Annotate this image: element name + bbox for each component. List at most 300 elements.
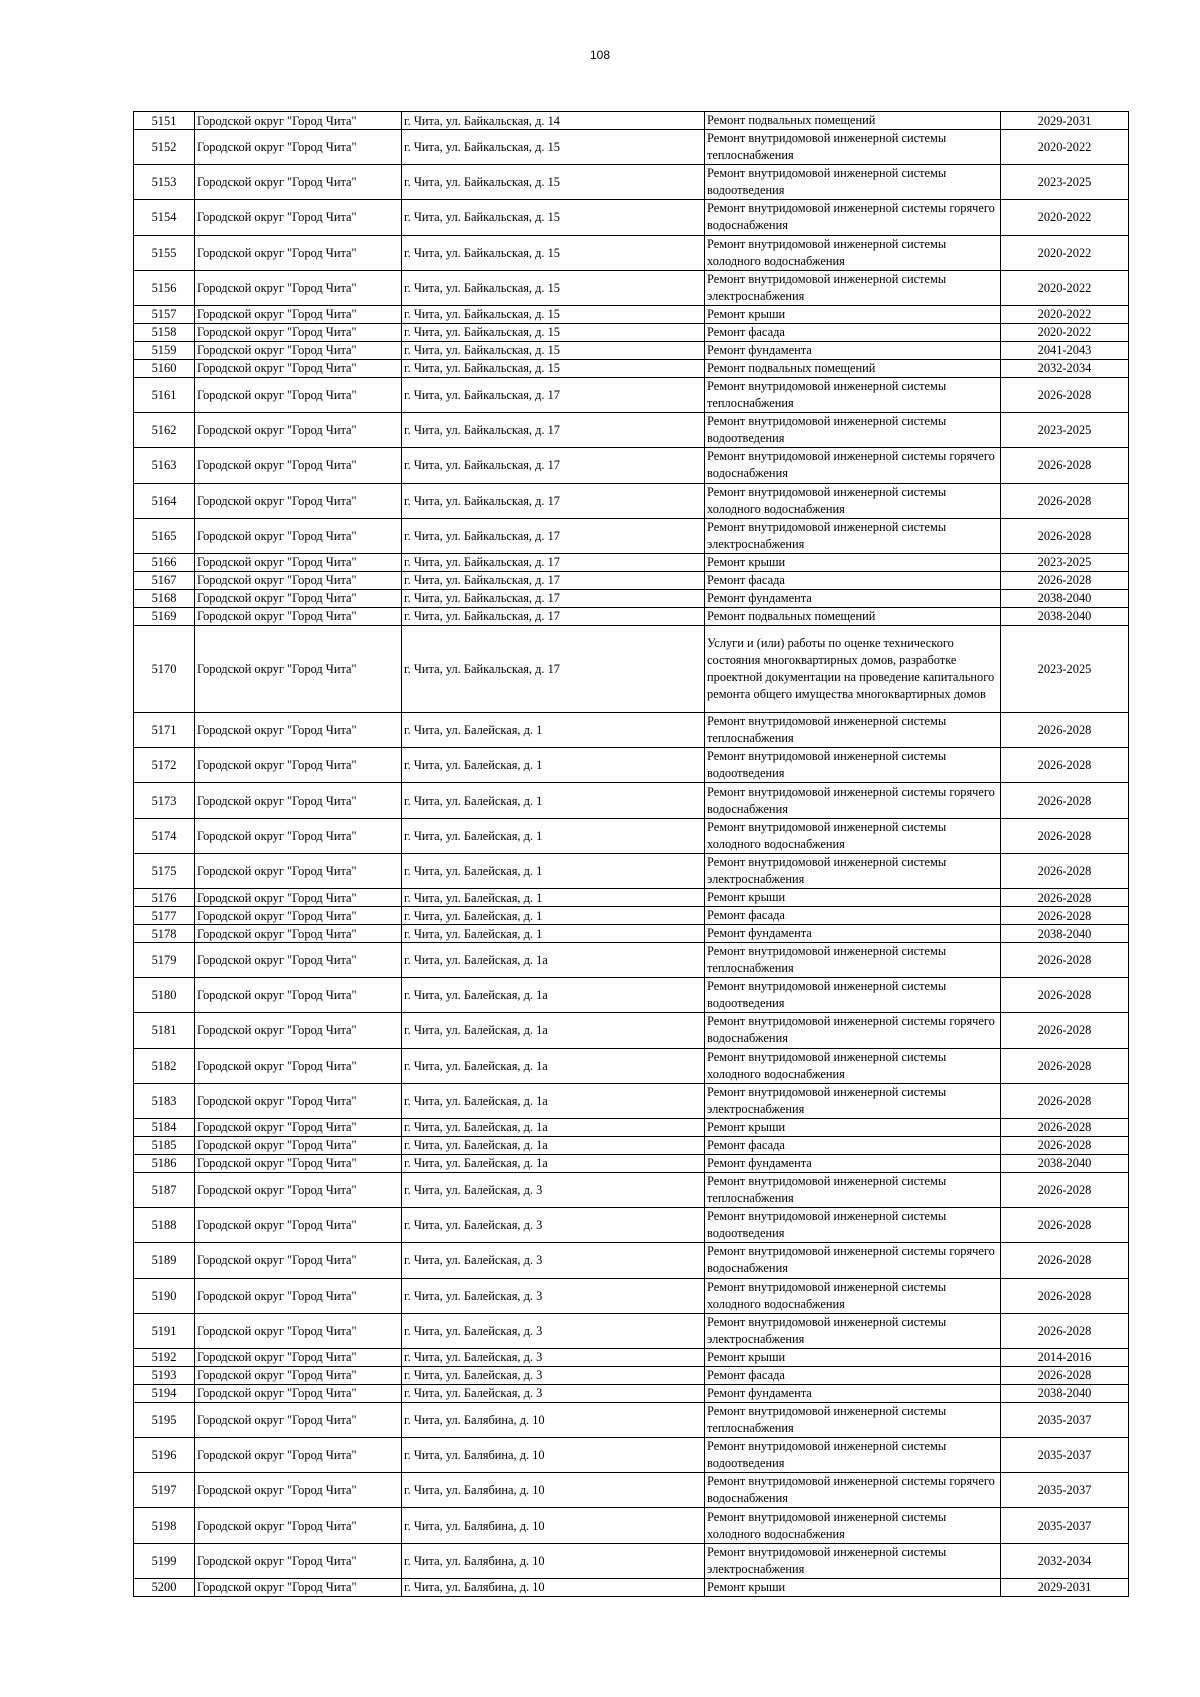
- period-cell: 2026-2028: [1001, 907, 1129, 925]
- municipality-cell: Городской округ "Город Чита": [195, 783, 402, 818]
- row-number-cell: 5184: [134, 1118, 195, 1136]
- address-cell: г. Чита, ул. Балейская, д. 1: [402, 925, 705, 943]
- address-cell: г. Чита, ул. Байкальская, д. 17: [402, 413, 705, 448]
- municipality-cell: Городской округ "Город Чита": [195, 1243, 402, 1278]
- row-number-cell: 5181: [134, 1013, 195, 1048]
- period-cell: 2038-2040: [1001, 607, 1129, 625]
- municipality-cell: Городской округ "Город Чита": [195, 1154, 402, 1172]
- table-row: [134, 448, 1129, 483]
- address-cell: г. Чита, ул. Балейская, д. 1: [402, 818, 705, 853]
- period-cell: 2026-2028: [1001, 943, 1129, 978]
- address-cell: г. Чита, ул. Балейская, д. 1а: [402, 1136, 705, 1154]
- address-cell: г. Чита, ул. Балейская, д. 1а: [402, 1154, 705, 1172]
- address-cell: г. Чита, ул. Балейская, д. 1а: [402, 1083, 705, 1118]
- work-type-cell: Ремонт внутридомовой инженерной системы холодного водоснабжения: [705, 1048, 1001, 1083]
- address-cell: г. Чита, ул. Балейская, д. 3: [402, 1348, 705, 1366]
- municipality-cell: Городской округ "Город Чита": [195, 978, 402, 1013]
- period-cell: 2035-2037: [1001, 1473, 1129, 1508]
- period-cell: 2026-2028: [1001, 483, 1129, 518]
- municipality-cell: Городской округ "Город Чита": [195, 112, 402, 130]
- row-number-cell: 5186: [134, 1154, 195, 1172]
- period-cell: 2026-2028: [1001, 713, 1129, 748]
- address-cell: г. Чита, ул. Балейская, д. 1а: [402, 1048, 705, 1083]
- table-row: [134, 1013, 1129, 1048]
- table-row: [134, 270, 1129, 305]
- address-cell: г. Чита, ул. Байкальская, д. 17: [402, 483, 705, 518]
- address-cell: г. Чита, ул. Балябина, д. 10: [402, 1438, 705, 1473]
- row-number-cell: 5156: [134, 270, 195, 305]
- period-cell: 2020-2022: [1001, 200, 1129, 235]
- table-row: [134, 818, 1129, 853]
- work-type-cell: Ремонт внутридомовой инженерной системы горячего водоснабжения: [705, 1013, 1001, 1048]
- municipality-cell: Городской округ "Город Чита": [195, 1013, 402, 1048]
- period-cell: 2026-2028: [1001, 1136, 1129, 1154]
- municipality-cell: Городской округ "Город Чита": [195, 1384, 402, 1402]
- municipality-cell: Городской округ "Город Чита": [195, 1366, 402, 1384]
- row-number-cell: 5151: [134, 112, 195, 130]
- table-row: [134, 748, 1129, 783]
- municipality-cell: Городской округ "Город Чита": [195, 270, 402, 305]
- table-row: [134, 1243, 1129, 1278]
- municipality-cell: Городской округ "Город Чита": [195, 925, 402, 943]
- period-cell: 2026-2028: [1001, 1278, 1129, 1313]
- row-number-cell: 5175: [134, 853, 195, 888]
- address-cell: г. Чита, ул. Балейская, д. 3: [402, 1278, 705, 1313]
- work-type-cell: Ремонт внутридомовой инженерной системы теплоснабжения: [705, 377, 1001, 412]
- work-type-cell: Ремонт фасада: [705, 907, 1001, 925]
- period-cell: 2026-2028: [1001, 978, 1129, 1013]
- table-row: [134, 1083, 1129, 1118]
- municipality-cell: Городской округ "Город Чита": [195, 1313, 402, 1348]
- address-cell: г. Чита, ул. Балейская, д. 1: [402, 889, 705, 907]
- address-cell: г. Чита, ул. Байкальская, д. 17: [402, 377, 705, 412]
- municipality-cell: Городской округ "Город Чита": [195, 1473, 402, 1508]
- work-type-cell: Ремонт фасада: [705, 571, 1001, 589]
- table-row: [134, 889, 1129, 907]
- address-cell: г. Чита, ул. Байкальская, д. 17: [402, 571, 705, 589]
- address-cell: г. Чита, ул. Балейская, д. 3: [402, 1366, 705, 1384]
- work-type-cell: Ремонт подвальных помещений: [705, 112, 1001, 130]
- period-cell: 2029-2031: [1001, 1578, 1129, 1596]
- address-cell: г. Чита, ул. Балейская, д. 1а: [402, 943, 705, 978]
- row-number-cell: 5191: [134, 1313, 195, 1348]
- municipality-cell: Городской округ "Город Чита": [195, 889, 402, 907]
- municipality-cell: Городской округ "Город Чита": [195, 553, 402, 571]
- work-type-cell: Ремонт крыши: [705, 1578, 1001, 1596]
- municipality-cell: Городской округ "Город Чита": [195, 165, 402, 200]
- table-row: [134, 1384, 1129, 1402]
- row-number-cell: 5169: [134, 607, 195, 625]
- municipality-cell: Городской округ "Город Чита": [195, 305, 402, 323]
- address-cell: г. Чита, ул. Байкальская, д. 17: [402, 589, 705, 607]
- table-row: [134, 518, 1129, 553]
- municipality-cell: Городской округ "Город Чита": [195, 1136, 402, 1154]
- row-number-cell: 5164: [134, 483, 195, 518]
- work-type-cell: Ремонт внутридомовой инженерной системы электроснабжения: [705, 1543, 1001, 1578]
- municipality-cell: Городской округ "Город Чита": [195, 518, 402, 553]
- address-cell: г. Чита, ул. Балябина, д. 10: [402, 1402, 705, 1437]
- period-cell: 2026-2028: [1001, 1172, 1129, 1207]
- address-cell: г. Чита, ул. Балейская, д. 3: [402, 1313, 705, 1348]
- row-number-cell: 5162: [134, 413, 195, 448]
- row-number-cell: 5154: [134, 200, 195, 235]
- address-cell: г. Чита, ул. Байкальская, д. 15: [402, 270, 705, 305]
- row-number-cell: 5176: [134, 889, 195, 907]
- municipality-cell: Городской округ "Город Чита": [195, 448, 402, 483]
- row-number-cell: 5177: [134, 907, 195, 925]
- row-number-cell: 5155: [134, 235, 195, 270]
- work-type-cell: Ремонт крыши: [705, 1348, 1001, 1366]
- row-number-cell: 5190: [134, 1278, 195, 1313]
- work-type-cell: Услуги и (или) работы по оценке технического состояния многоквартирных домов, разработке проектной документации на проведение капитального ремонта общего имущества многоквартирных домов: [705, 625, 1001, 712]
- period-cell: 2026-2028: [1001, 1013, 1129, 1048]
- row-number-cell: 5165: [134, 518, 195, 553]
- work-type-cell: Ремонт внутридомовой инженерной системы электроснабжения: [705, 270, 1001, 305]
- period-cell: 2032-2034: [1001, 359, 1129, 377]
- municipality-cell: Городской округ "Город Чита": [195, 413, 402, 448]
- table-row: [134, 1278, 1129, 1313]
- address-cell: г. Чита, ул. Байкальская, д. 17: [402, 607, 705, 625]
- work-type-cell: Ремонт внутридомовой инженерной системы электроснабжения: [705, 1313, 1001, 1348]
- address-cell: г. Чита, ул. Балейская, д. 1а: [402, 1013, 705, 1048]
- work-type-cell: Ремонт внутридомовой инженерной системы холодного водоснабжения: [705, 1508, 1001, 1543]
- address-cell: г. Чита, ул. Балейская, д. 1: [402, 853, 705, 888]
- period-cell: 2023-2025: [1001, 625, 1129, 712]
- address-cell: г. Чита, ул. Балейская, д. 3: [402, 1384, 705, 1402]
- period-cell: 2038-2040: [1001, 925, 1129, 943]
- work-type-cell: Ремонт внутридомовой инженерной системы водоотведения: [705, 413, 1001, 448]
- municipality-cell: Городской округ "Город Чита": [195, 1508, 402, 1543]
- period-cell: 2032-2034: [1001, 1543, 1129, 1578]
- period-cell: 2026-2028: [1001, 889, 1129, 907]
- work-type-cell: Ремонт внутридомовой инженерной системы холодного водоснабжения: [705, 483, 1001, 518]
- row-number-cell: 5195: [134, 1402, 195, 1437]
- period-cell: 2026-2028: [1001, 853, 1129, 888]
- table-row: [134, 323, 1129, 341]
- address-cell: г. Чита, ул. Балейская, д. 1: [402, 713, 705, 748]
- municipality-cell: Городской округ "Город Чита": [195, 359, 402, 377]
- municipality-cell: Городской округ "Город Чита": [195, 200, 402, 235]
- table-row: [134, 1473, 1129, 1508]
- municipality-cell: Городской округ "Город Чита": [195, 589, 402, 607]
- municipality-cell: Городской округ "Город Чита": [195, 713, 402, 748]
- row-number-cell: 5189: [134, 1243, 195, 1278]
- period-cell: 2026-2028: [1001, 518, 1129, 553]
- table-row: [134, 235, 1129, 270]
- address-cell: г. Чита, ул. Балейская, д. 1: [402, 748, 705, 783]
- row-number-cell: 5200: [134, 1578, 195, 1596]
- work-type-cell: Ремонт внутридомовой инженерной системы холодного водоснабжения: [705, 235, 1001, 270]
- address-cell: г. Чита, ул. Балябина, д. 10: [402, 1578, 705, 1596]
- row-number-cell: 5157: [134, 305, 195, 323]
- table-row: [134, 1438, 1129, 1473]
- municipality-cell: Городской округ "Город Чита": [195, 1578, 402, 1596]
- work-type-cell: Ремонт фундамента: [705, 925, 1001, 943]
- work-type-cell: Ремонт фасада: [705, 1136, 1001, 1154]
- period-cell: 2020-2022: [1001, 235, 1129, 270]
- address-cell: г. Чита, ул. Байкальская, д. 15: [402, 165, 705, 200]
- table-row: [134, 978, 1129, 1013]
- address-cell: г. Чита, ул. Байкальская, д. 17: [402, 448, 705, 483]
- row-number-cell: 5193: [134, 1366, 195, 1384]
- table-row: [134, 1366, 1129, 1384]
- work-type-cell: Ремонт крыши: [705, 553, 1001, 571]
- municipality-cell: Городской округ "Город Чита": [195, 377, 402, 412]
- table-row: [134, 553, 1129, 571]
- address-cell: г. Чита, ул. Байкальская, д. 17: [402, 518, 705, 553]
- table-row: [134, 907, 1129, 925]
- address-cell: г. Чита, ул. Балейская, д. 1: [402, 907, 705, 925]
- table-row: [134, 943, 1129, 978]
- address-cell: г. Чита, ул. Балейская, д. 3: [402, 1172, 705, 1207]
- address-cell: г. Чита, ул. Балейская, д. 3: [402, 1208, 705, 1243]
- municipality-cell: Городской округ "Город Чита": [195, 130, 402, 165]
- work-type-cell: Ремонт внутридомовой инженерной системы теплоснабжения: [705, 1172, 1001, 1207]
- work-type-cell: Ремонт подвальных помещений: [705, 359, 1001, 377]
- work-type-cell: Ремонт фундамента: [705, 1384, 1001, 1402]
- period-cell: 2026-2028: [1001, 1083, 1129, 1118]
- work-type-cell: Ремонт внутридомовой инженерной системы холодного водоснабжения: [705, 818, 1001, 853]
- work-type-cell: Ремонт подвальных помещений: [705, 607, 1001, 625]
- municipality-cell: Городской округ "Город Чита": [195, 323, 402, 341]
- address-cell: г. Чита, ул. Балябина, д. 10: [402, 1543, 705, 1578]
- municipality-cell: Городской округ "Город Чита": [195, 1543, 402, 1578]
- row-number-cell: 5152: [134, 130, 195, 165]
- period-cell: 2023-2025: [1001, 413, 1129, 448]
- period-cell: 2026-2028: [1001, 1366, 1129, 1384]
- work-type-cell: Ремонт внутридомовой инженерной системы электроснабжения: [705, 1083, 1001, 1118]
- period-cell: 2026-2028: [1001, 1118, 1129, 1136]
- table-row: [134, 1402, 1129, 1437]
- period-cell: 2020-2022: [1001, 130, 1129, 165]
- work-type-cell: Ремонт крыши: [705, 889, 1001, 907]
- table-row: [134, 200, 1129, 235]
- table-row: [134, 1313, 1129, 1348]
- row-number-cell: 5197: [134, 1473, 195, 1508]
- municipality-cell: Городской округ "Город Чита": [195, 1048, 402, 1083]
- address-cell: г. Чита, ул. Балябина, д. 10: [402, 1508, 705, 1543]
- work-type-cell: Ремонт внутридомовой инженерной системы электроснабжения: [705, 518, 1001, 553]
- address-cell: г. Чита, ул. Байкальская, д. 14: [402, 112, 705, 130]
- period-cell: 2023-2025: [1001, 553, 1129, 571]
- row-number-cell: 5187: [134, 1172, 195, 1207]
- work-type-cell: Ремонт внутридомовой инженерной системы водоотведения: [705, 1208, 1001, 1243]
- work-type-cell: Ремонт внутридомовой инженерной системы холодного водоснабжения: [705, 1278, 1001, 1313]
- period-cell: 2026-2028: [1001, 377, 1129, 412]
- work-type-cell: Ремонт фундамента: [705, 589, 1001, 607]
- work-type-cell: Ремонт крыши: [705, 305, 1001, 323]
- table-row: [134, 112, 1129, 130]
- period-cell: 2041-2043: [1001, 341, 1129, 359]
- municipality-cell: Городской округ "Город Чита": [195, 1348, 402, 1366]
- work-type-cell: Ремонт внутридомовой инженерной системы водоотведения: [705, 978, 1001, 1013]
- row-number-cell: 5178: [134, 925, 195, 943]
- period-cell: 2038-2040: [1001, 1384, 1129, 1402]
- table-row: [134, 1208, 1129, 1243]
- table-row: [134, 1136, 1129, 1154]
- address-cell: г. Чита, ул. Байкальская, д. 15: [402, 305, 705, 323]
- municipality-cell: Городской округ "Город Чита": [195, 853, 402, 888]
- row-number-cell: 5171: [134, 713, 195, 748]
- period-cell: 2026-2028: [1001, 1048, 1129, 1083]
- table-row: [134, 130, 1129, 165]
- municipality-cell: Городской округ "Город Чита": [195, 483, 402, 518]
- municipality-cell: Городской округ "Город Чита": [195, 1438, 402, 1473]
- row-number-cell: 5166: [134, 553, 195, 571]
- row-number-cell: 5183: [134, 1083, 195, 1118]
- table-row: [134, 341, 1129, 359]
- address-cell: г. Чита, ул. Байкальская, д. 15: [402, 235, 705, 270]
- work-type-cell: Ремонт внутридомовой инженерной системы теплоснабжения: [705, 713, 1001, 748]
- work-type-cell: Ремонт внутридомовой инженерной системы теплоснабжения: [705, 1402, 1001, 1437]
- period-cell: 2023-2025: [1001, 165, 1129, 200]
- period-cell: 2014-2016: [1001, 1348, 1129, 1366]
- period-cell: 2020-2022: [1001, 305, 1129, 323]
- address-cell: г. Чита, ул. Балейская, д. 3: [402, 1243, 705, 1278]
- work-type-cell: Ремонт внутридомовой инженерной системы теплоснабжения: [705, 943, 1001, 978]
- work-type-cell: Ремонт крыши: [705, 1118, 1001, 1136]
- address-cell: г. Чита, ул. Байкальская, д. 17: [402, 553, 705, 571]
- row-number-cell: 5194: [134, 1384, 195, 1402]
- row-number-cell: 5160: [134, 359, 195, 377]
- municipality-cell: Городской округ "Город Чита": [195, 943, 402, 978]
- row-number-cell: 5163: [134, 448, 195, 483]
- table-row: [134, 1543, 1129, 1578]
- work-type-cell: Ремонт внутридомовой инженерной системы горячего водоснабжения: [705, 448, 1001, 483]
- row-number-cell: 5170: [134, 625, 195, 712]
- address-cell: г. Чита, ул. Балейская, д. 1а: [402, 978, 705, 1013]
- address-cell: г. Чита, ул. Байкальская, д. 15: [402, 200, 705, 235]
- address-cell: г. Чита, ул. Байкальская, д. 15: [402, 130, 705, 165]
- table-row: [134, 1118, 1129, 1136]
- work-type-cell: Ремонт внутридомовой инженерной системы теплоснабжения: [705, 130, 1001, 165]
- period-cell: 2029-2031: [1001, 112, 1129, 130]
- row-number-cell: 5180: [134, 978, 195, 1013]
- period-cell: 2035-2037: [1001, 1508, 1129, 1543]
- table-row: [134, 1578, 1129, 1596]
- table-row: [134, 925, 1129, 943]
- municipality-cell: Городской округ "Город Чита": [195, 625, 402, 712]
- address-cell: г. Чита, ул. Балейская, д. 1а: [402, 1118, 705, 1136]
- row-number-cell: 5172: [134, 748, 195, 783]
- municipality-cell: Городской округ "Город Чита": [195, 341, 402, 359]
- period-cell: 2038-2040: [1001, 589, 1129, 607]
- table-row: [134, 1048, 1129, 1083]
- municipality-cell: Городской округ "Город Чита": [195, 1083, 402, 1118]
- municipality-cell: Городской округ "Город Чита": [195, 907, 402, 925]
- period-cell: 2035-2037: [1001, 1402, 1129, 1437]
- row-number-cell: 5159: [134, 341, 195, 359]
- table-row: [134, 853, 1129, 888]
- period-cell: 2026-2028: [1001, 783, 1129, 818]
- row-number-cell: 5167: [134, 571, 195, 589]
- table-row: [134, 607, 1129, 625]
- period-cell: 2035-2037: [1001, 1438, 1129, 1473]
- capital-repair-table: [133, 111, 1129, 1597]
- period-cell: 2026-2028: [1001, 818, 1129, 853]
- work-type-cell: Ремонт внутридомовой инженерной системы горячего водоснабжения: [705, 200, 1001, 235]
- period-cell: 2026-2028: [1001, 748, 1129, 783]
- row-number-cell: 5161: [134, 377, 195, 412]
- period-cell: 2020-2022: [1001, 323, 1129, 341]
- table-row: [134, 1154, 1129, 1172]
- municipality-cell: Городской округ "Город Чита": [195, 571, 402, 589]
- table-row: [134, 359, 1129, 377]
- municipality-cell: Городской округ "Город Чита": [195, 1118, 402, 1136]
- work-type-cell: Ремонт внутридомовой инженерной системы водоотведения: [705, 1438, 1001, 1473]
- row-number-cell: 5199: [134, 1543, 195, 1578]
- table-row: [134, 377, 1129, 412]
- row-number-cell: 5192: [134, 1348, 195, 1366]
- table-row: [134, 783, 1129, 818]
- work-type-cell: Ремонт фасада: [705, 323, 1001, 341]
- municipality-cell: Городской округ "Город Чита": [195, 748, 402, 783]
- municipality-cell: Городской округ "Город Чита": [195, 1278, 402, 1313]
- row-number-cell: 5198: [134, 1508, 195, 1543]
- municipality-cell: Городской округ "Город Чита": [195, 1402, 402, 1437]
- table-row: [134, 1172, 1129, 1207]
- period-cell: 2026-2028: [1001, 1208, 1129, 1243]
- work-type-cell: Ремонт внутридомовой инженерной системы водоотведения: [705, 748, 1001, 783]
- work-type-cell: Ремонт фундамента: [705, 341, 1001, 359]
- work-type-cell: Ремонт фасада: [705, 1366, 1001, 1384]
- period-cell: 2026-2028: [1001, 571, 1129, 589]
- address-cell: г. Чита, ул. Балейская, д. 1: [402, 783, 705, 818]
- work-type-cell: Ремонт внутридомовой инженерной системы горячего водоснабжения: [705, 1243, 1001, 1278]
- period-cell: 2026-2028: [1001, 1243, 1129, 1278]
- table-row: [134, 165, 1129, 200]
- row-number-cell: 5173: [134, 783, 195, 818]
- period-cell: 2026-2028: [1001, 1313, 1129, 1348]
- table-row: [134, 413, 1129, 448]
- row-number-cell: 5182: [134, 1048, 195, 1083]
- table-row: [134, 589, 1129, 607]
- row-number-cell: 5185: [134, 1136, 195, 1154]
- municipality-cell: Городской округ "Город Чита": [195, 1208, 402, 1243]
- table-row: [134, 1348, 1129, 1366]
- work-type-cell: Ремонт внутридомовой инженерной системы водоотведения: [705, 165, 1001, 200]
- municipality-cell: Городской округ "Город Чита": [195, 235, 402, 270]
- municipality-cell: Городской округ "Город Чита": [195, 1172, 402, 1207]
- municipality-cell: Городской округ "Город Чита": [195, 607, 402, 625]
- municipality-cell: Городской округ "Город Чита": [195, 818, 402, 853]
- table-row: [134, 305, 1129, 323]
- work-type-cell: Ремонт внутридомовой инженерной системы горячего водоснабжения: [705, 1473, 1001, 1508]
- row-number-cell: 5179: [134, 943, 195, 978]
- row-number-cell: 5168: [134, 589, 195, 607]
- address-cell: г. Чита, ул. Балябина, д. 10: [402, 1473, 705, 1508]
- row-number-cell: 5188: [134, 1208, 195, 1243]
- page-number: 108: [589, 48, 611, 62]
- table-row: [134, 571, 1129, 589]
- work-type-cell: Ремонт внутридомовой инженерной системы горячего водоснабжения: [705, 783, 1001, 818]
- row-number-cell: 5174: [134, 818, 195, 853]
- address-cell: г. Чита, ул. Байкальская, д. 15: [402, 323, 705, 341]
- row-number-cell: 5158: [134, 323, 195, 341]
- table-row: [134, 1508, 1129, 1543]
- work-type-cell: Ремонт фундамента: [705, 1154, 1001, 1172]
- table-row: [134, 483, 1129, 518]
- work-type-cell: Ремонт внутридомовой инженерной системы электроснабжения: [705, 853, 1001, 888]
- row-number-cell: 5153: [134, 165, 195, 200]
- address-cell: г. Чита, ул. Байкальская, д. 17: [402, 625, 705, 712]
- period-cell: 2020-2022: [1001, 270, 1129, 305]
- period-cell: 2038-2040: [1001, 1154, 1129, 1172]
- table-row: [134, 713, 1129, 748]
- address-cell: г. Чита, ул. Байкальская, д. 15: [402, 359, 705, 377]
- table-row: [134, 625, 1129, 712]
- address-cell: г. Чита, ул. Байкальская, д. 15: [402, 341, 705, 359]
